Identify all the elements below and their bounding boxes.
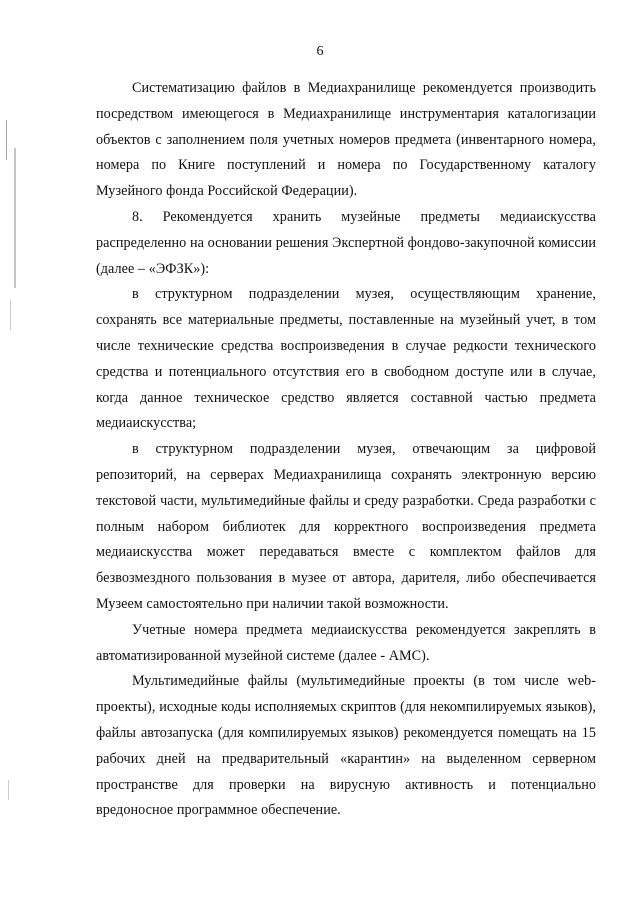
paragraph-systematization: Систематизацию файлов в Медиахранилище рекомендуется производить посредством имеющегося в Медиахранилище инструментария каталогизации объектов с заполнением поля учетных номеров предмета (инвентарного номера, номера по Книге поступлений и номера по Государственному каталогу Музейного фонда Российской Федерации). [96,80,596,200]
scan-artifact [10,300,11,330]
scan-artifact [14,148,16,288]
paragraph-item-8: 8. Рекомендуется хранить музейные предметы медиаискусства распределенно на основании решения Экспертной фондово-закупочной комиссии (далее – «ЭФЗК»): [96,208,596,277]
scan-artifact [8,780,9,800]
paragraph-digital-repository: в структурном подразделении музея, отвечающим за цифровой репозиторий, на серверах Медиахранилища сохранять электронную версию текстовой части, мультимедийные файлы и среду разработки. Среда разработки с полным набором библиотек для корректного воспроизведения предмета медиаискусства может передаваться вместе с комплектом файлов для безвозмездного пользования в музее от автора, дарителя, либо обеспечивается Музеем самостоятельно при наличии такой возможности. [96,441,596,612]
paragraph-storage-division: в структурном подразделении музея, осуществляющим хранение, сохранять все материальные предметы, поставленные на музейный учет, в том числе технические средства воспроизведения в случае редкости технического средства и потенциального отсутствия его в свободном доступе или в случае, когда данное техническое средство является составной частью предмета медиаискусства; [96,286,596,432]
page-number: 6 [316,44,324,59]
scan-artifact [6,120,7,160]
paragraph-quarantine: Мультимедийные файлы (мультимедийные проекты (в том числе web-проекты), исходные коды исполняемых скриптов (для некомпилируемых языков), файлы автозапуска (для компилируемых языков) рекомендуется помещать на 15 рабочих дней на предварительный «карантин» на выделенном серверном пространстве для проверки на вирусную активность и потенциально вредоносное программное обеспечение. [96,673,596,819]
paragraph-ams: Учетные номера предмета медиаискусства рекомендуется закреплять в автоматизированной музейной системе (далее - АМС). [96,621,596,664]
document-body [96,76,596,824]
